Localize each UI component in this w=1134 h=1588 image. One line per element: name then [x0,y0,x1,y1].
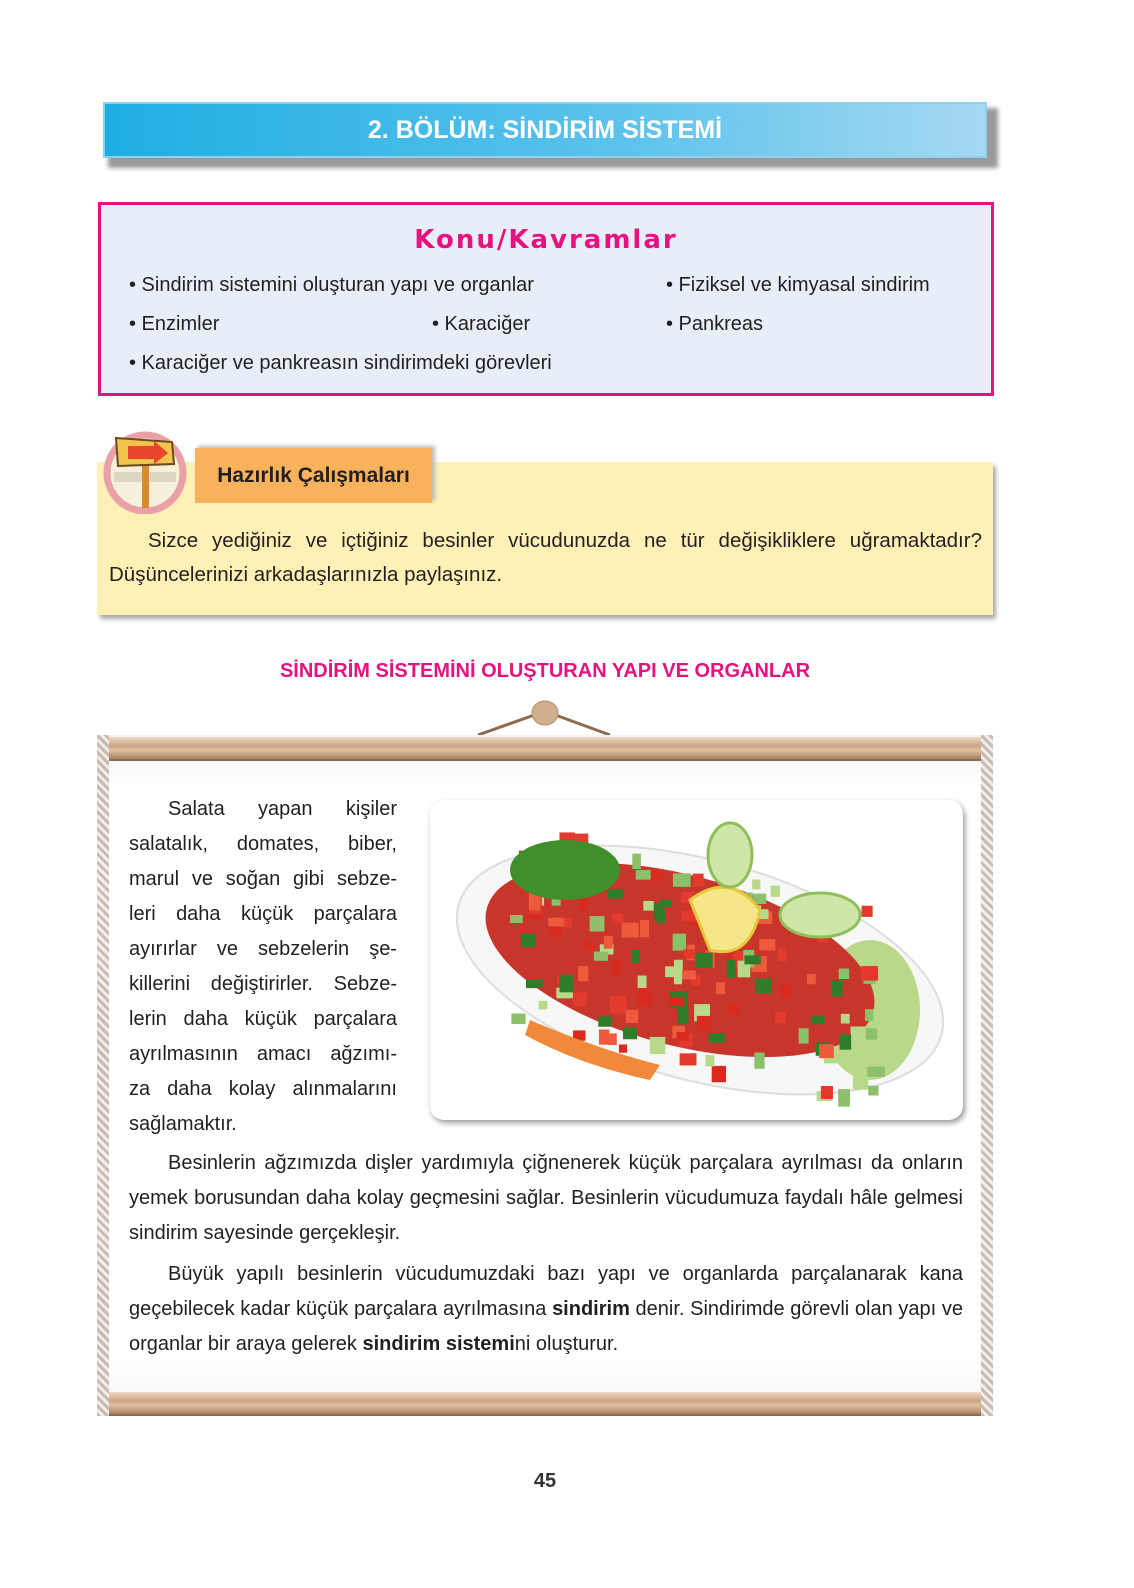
vegetable-piece [539,1001,548,1010]
term-digestive-system: sindirim sistemi [362,1333,515,1355]
cucumber-slice [708,823,752,887]
vegetable-piece [622,923,639,938]
intro-line: lerin daha küçük parçalara [129,1008,397,1030]
vegetable-piece [608,889,623,898]
vegetable-piece [610,996,627,1014]
vegetable-piece [754,1052,764,1068]
paragraph-digestion-definition [129,1257,963,1362]
vegetable-piece [712,1066,726,1082]
preparation-tab [195,448,432,503]
vegetable-piece [640,920,649,937]
vegetable-piece [811,1016,824,1025]
vegetable-piece [799,1028,809,1043]
vegetable-piece [684,949,696,958]
text: denir. Sindirimde görevli olan yapı ve organlar bir araya gelerek [129,1298,964,1355]
topic-item: • Enzimler [129,313,220,335]
vegetable-piece [619,1044,627,1052]
vegetable-piece [632,854,641,869]
board-left-edge [97,735,109,1416]
vegetable-piece [584,942,595,950]
term-digestion: sindirim [552,1298,630,1320]
vegetable-piece [612,960,621,975]
vegetable-piece [590,916,605,931]
vegetable-piece [510,915,523,923]
vegetable-piece [865,1009,873,1021]
vegetable-piece [609,1033,617,1045]
vegetable-piece [697,1016,711,1032]
vegetable-piece [680,1053,697,1065]
preparation-instruction: Düşüncelerinizi arkadaşlarınızla paylaşınız. [109,563,503,586]
vegetable-piece [744,955,760,964]
vegetable-piece [861,966,878,981]
vegetable-piece [650,1037,666,1054]
intro-line: ayırırlar ve sebzelerin şe- [129,938,397,960]
vegetable-piece [866,1028,877,1039]
vegetable-piece [759,939,775,950]
vegetable-piece [604,936,613,949]
topic-item: • Karaciğer ve pankreasın sindirimdeki görevleri [129,352,552,374]
vegetable-piece [626,1010,639,1023]
vegetable-piece [838,1089,850,1106]
vegetable-piece [631,950,640,964]
intro-line: salatalık, domates, biber, [129,833,397,855]
vegetable-piece [696,953,713,968]
parsley [510,840,620,900]
vegetable-piece [612,914,623,924]
vegetable-piece [778,949,786,962]
section-title: SİNDİRİM SİSTEMİNİ OLUŞTURAN YAPI VE ORGANLAR [279,660,811,682]
topics-title: Konu/Kavramlar [414,225,678,255]
vegetable-piece [831,981,843,997]
vegetable-piece [594,952,608,961]
vegetable-piece [752,880,760,890]
vegetable-piece [705,1055,714,1067]
vegetable-piece [548,918,564,927]
vegetable-piece [853,1075,868,1089]
intro-line: sağlamaktır. [129,1113,237,1135]
intro-line: marul ve soğan gibi sebze- [129,868,397,890]
vegetable-piece [550,927,562,937]
vegetable-piece [560,975,574,993]
vegetable-piece [636,870,651,880]
preparation-question: Sizce yediğiniz ve içtiğiniz besinler vücudunuzda ne tür değişikliklere uğramaktadır? [148,529,982,552]
vegetable-piece [673,934,686,951]
vegetable-piece [727,1004,740,1013]
signpost-icon [102,428,188,514]
vegetable-piece [867,1067,884,1077]
vegetable-piece [578,966,588,981]
topic-item: • Fiziksel ve kimyasal sindirim [666,274,930,296]
vegetable-piece [521,933,536,948]
chapter-header [103,102,987,158]
text: ni oluşturur. [514,1333,619,1355]
vegetable-piece [677,1007,688,1024]
board-top-bar [109,737,981,761]
intro-line: ayrılmasının amacı ağzımı- [129,1043,397,1065]
vegetable-piece [638,976,647,988]
vegetable-piece [573,992,587,1006]
vegetable-piece [771,886,780,897]
chapter-title: 2. BÖLÜM: SİNDİRİM SİSTEMİ [367,115,723,144]
topic-item: • Pankreas [666,313,764,335]
vegetable-piece [598,1016,611,1026]
text: Büyük yapılı besinlerin vücudumuzdaki bazı yapı ve organlarda parçalanarak kana geçebilecek kadar küçük parçalara ayrılmasına [129,1263,963,1320]
cucumber-slice [780,893,860,937]
intro-line: za daha kolay alınmalarını [129,1078,397,1100]
vegetable-piece [781,984,791,998]
board-right-edge [981,735,993,1416]
vegetable-piece [716,982,725,994]
vegetable-piece [709,1033,725,1042]
vegetable-piece [819,1044,834,1058]
vegetable-piece [643,901,653,911]
vegetable-piece [841,1014,850,1024]
vegetable-piece [861,906,872,917]
vegetable-piece [623,1027,637,1039]
vegetable-piece [638,990,652,1006]
vegetable-piece [840,1034,852,1049]
salad-photo [430,800,963,1120]
vegetable-piece [654,903,665,920]
vegetable-piece [599,1029,609,1044]
vegetable-piece [511,1014,525,1024]
intro-line: Salata yapan kişiler [168,798,397,820]
vegetable-piece [673,873,691,887]
page-number: 45 [533,1470,557,1492]
vegetable-piece [850,1026,866,1041]
topics-box [98,202,994,396]
salad-image [430,800,963,1120]
vegetable-piece [651,871,664,881]
hanger-icon [470,698,620,738]
vegetable-piece [839,969,849,979]
vegetable-piece [775,1012,786,1024]
paragraph-chewing: Besinlerin ağzımızda dişler yardımıyla çiğnenerek küçük parçalara ayrılması da onların yemek borusundan daha kolay geçmesini sağlar. Besinlerin vücudumuza faydalı hâle gelmesi sindirim sayesinde gerçekleşir. [129,1152,963,1244]
vegetable-piece [727,960,736,978]
vegetable-piece [674,968,682,984]
topic-item: • Karaciğer [432,313,531,335]
vegetable-piece [693,874,704,887]
vegetable-piece [669,997,685,1006]
intro-line: leri daha küçük parçalara [129,903,397,925]
vegetable-piece [526,979,544,988]
vegetable-piece [807,974,816,984]
vegetable-piece [868,1086,878,1096]
topic-item: • Sindirim sistemini oluşturan yapı ve organlar [129,274,534,296]
intro-paragraph [129,792,397,1142]
board-bottom-bar [109,1392,981,1416]
intro-line: killerini değiştirirler. Sebze- [129,973,397,995]
vegetable-piece [676,1032,688,1041]
vegetable-piece [821,1086,833,1099]
preparation-title: Hazırlık Çalışmaları [217,463,410,487]
vegetable-piece [755,979,772,994]
